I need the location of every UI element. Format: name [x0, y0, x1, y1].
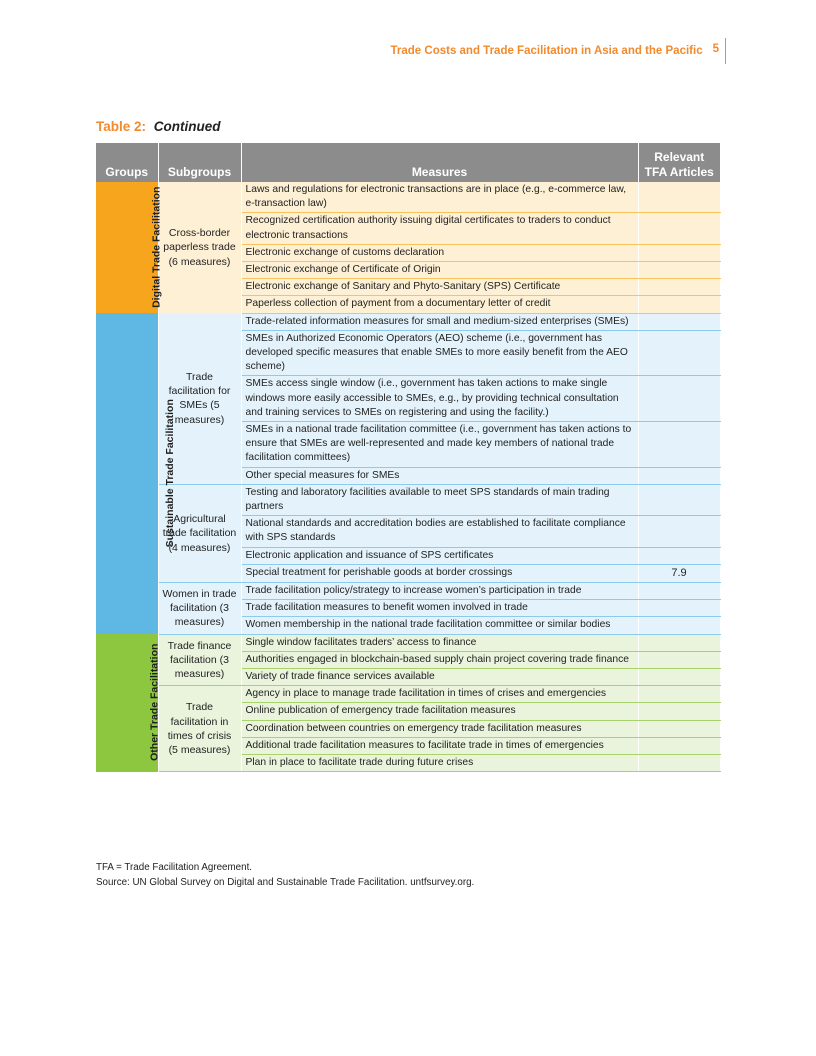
measure-cell: SMEs in Authorized Economic Operators (AEO) scheme (i.e., government has developed specific measures that enable SMEs to more easily benefit from the AEO scheme) [241, 330, 638, 376]
measure-cell: Recognized certification authority issuing digital certificates to traders to conduct electronic transactions [241, 213, 638, 244]
tfa-article-cell [638, 330, 720, 376]
running-header-title: Trade Costs and Trade Facilitation in Asia and the Pacific [390, 45, 703, 57]
header-measures: Measures [241, 143, 638, 182]
tfa-article-cell [638, 703, 720, 720]
tfa-article-cell [638, 262, 720, 279]
table-row [96, 484, 720, 515]
running-header [391, 40, 726, 62]
group-label: Sustainable Trade Facilitation [163, 399, 176, 548]
header-subgroups: Subgroups [158, 143, 241, 182]
measure-cell: Plan in place to facilitate trade during future crises [241, 755, 638, 772]
header-tfa-line2: TFA Articles [644, 165, 714, 179]
tfa-article-cell [638, 213, 720, 244]
tfa-article-cell [638, 422, 720, 468]
tfa-article-cell [638, 182, 720, 213]
tfa-article-cell [638, 516, 720, 547]
note-abbreviation: TFA = Trade Facilitation Agreement. [96, 862, 253, 873]
measure-cell: Single window facilitates traders’ access to finance [241, 634, 638, 651]
tfa-article-cell [638, 600, 720, 617]
measure-cell: Paperless collection of payment from a documentary letter of credit [241, 296, 638, 313]
note-source: Source: UN Global Survey on Digital and Sustainable Trade Facilitation. untfsurvey.org. [96, 877, 475, 889]
tfa-article-cell [638, 313, 720, 330]
header-tfa-line1: Relevant [654, 150, 705, 164]
tfa-article-cell [638, 583, 720, 600]
measure-cell: Laws and regulations for electronic transactions are in place (e.g., e-commerce law, e-transaction law) [241, 182, 638, 213]
tfa-article-cell [638, 634, 720, 651]
subgroup-cell: Agricultural trade facilitation (4 measures) [158, 484, 241, 582]
measure-cell: Electronic exchange of Certificate of Origin [241, 262, 638, 279]
tfa-article-cell [638, 279, 720, 296]
measure-cell: Trade-related information measures for small and medium-sized enterprises (SMEs) [241, 313, 638, 330]
subgroup-cell: Trade facilitation for SMEs (5 measures) [158, 313, 241, 484]
measure-cell: National standards and accreditation bodies are established to facilitate compliance with SPS standards [241, 516, 638, 547]
tfa-article-cell [638, 720, 720, 737]
table-row [96, 583, 720, 600]
measure-cell: Trade facilitation policy/strategy to increase women’s participation in trade [241, 583, 638, 600]
table-row [96, 313, 720, 330]
tfa-article-cell [638, 484, 720, 515]
subgroup-cell: Trade facilitation in times of crisis (5 measures) [158, 686, 241, 772]
table-row [96, 686, 720, 703]
table-header-row [96, 143, 720, 182]
table-title-number: Table 2: [96, 119, 147, 134]
group-label: Digital Trade Facilitation [150, 186, 163, 308]
measure-cell: Online publication of emergency trade facilitation measures [241, 703, 638, 720]
subgroup-cell: Women in trade facilitation (3 measures) [158, 583, 241, 635]
table-row [96, 634, 720, 651]
measure-cell: Electronic exchange of Sanitary and Phyto-Sanitary (SPS) Certificate [241, 279, 638, 296]
measure-cell: Variety of trade finance services available [241, 669, 638, 686]
measure-cell: Special treatment for perishable goods at border crossings [241, 564, 638, 582]
table-notes [96, 860, 474, 890]
measure-cell: Authorities engaged in blockchain-based supply chain project covering trade finance [241, 651, 638, 668]
group-cell [96, 182, 163, 313]
tfa-article-cell [638, 376, 720, 422]
subgroup-cell: Cross-border paperless trade (6 measures) [158, 182, 241, 313]
tfa-article-cell [638, 617, 720, 634]
measure-cell: Agency in place to manage trade facilitation in times of crises and emergencies [241, 686, 638, 703]
tfa-article-cell [638, 467, 720, 484]
tfa-article-cell: 7.9 [638, 564, 720, 582]
measures-table [96, 143, 721, 772]
page-number: 5 [713, 38, 726, 64]
measure-cell: Trade facilitation measures to benefit women involved in trade [241, 600, 638, 617]
subgroup-cell: Trade finance facilitation (3 measures) [158, 634, 241, 686]
measure-cell: SMEs in a national trade facilitation committee (i.e., government has taken actions to ensure that SMEs are well-represented and made key members of national trade facilitation committees) [241, 422, 638, 468]
measure-cell: Additional trade facilitation measures to facilitate trade in times of emergencies [241, 737, 638, 754]
tfa-article-cell [638, 296, 720, 313]
header-tfa-articles [638, 143, 720, 182]
measure-cell: Women membership in the national trade facilitation committee or similar bodies [241, 617, 638, 634]
measure-cell: Electronic exchange of customs declaration [241, 244, 638, 261]
measure-cell: SMEs access single window (i.e., government has taken actions to make single windows more easily accessible to SMEs, e.g., by providing technical consultation and training services to SMEs on registering and using the facility.) [241, 376, 638, 422]
tfa-article-cell [638, 669, 720, 686]
measure-cell: Testing and laboratory facilities available to meet SPS standards of main trading partners [241, 484, 638, 515]
table-body [96, 182, 720, 772]
table-title-suffix: Continued [153, 119, 221, 134]
group-cell [96, 313, 176, 634]
table-title [96, 119, 221, 134]
group-label: Other Trade Facilitation [148, 643, 161, 762]
tfa-article-cell [638, 547, 720, 564]
group-cell [96, 634, 161, 772]
tfa-article-cell [638, 737, 720, 754]
measure-cell: Other special measures for SMEs [241, 467, 638, 484]
measure-cell: Electronic application and issuance of SPS certificates [241, 547, 638, 564]
tfa-article-cell [638, 686, 720, 703]
tfa-article-cell [638, 755, 720, 772]
tfa-article-cell [638, 651, 720, 668]
tfa-article-cell [638, 244, 720, 261]
header-groups: Groups [96, 143, 158, 182]
table-row [96, 182, 720, 213]
measure-cell: Coordination between countries on emergency trade facilitation measures [241, 720, 638, 737]
